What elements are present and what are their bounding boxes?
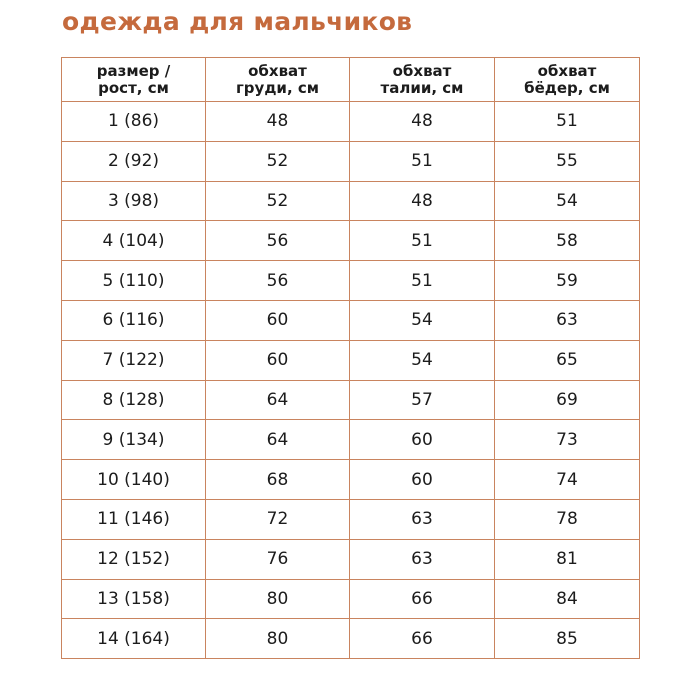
- cell-hips: 59: [495, 261, 640, 301]
- cell-size: 9 (134): [62, 420, 206, 460]
- table-row: [62, 539, 640, 579]
- table-row: [62, 300, 640, 340]
- cell-chest: 52: [206, 181, 350, 221]
- cell-hips: 85: [495, 619, 640, 659]
- cell-waist: 66: [350, 619, 495, 659]
- cell-hips: 73: [495, 420, 640, 460]
- cell-hips: 78: [495, 499, 640, 539]
- header-line: обхват: [537, 61, 597, 80]
- cell-size: 10 (140): [62, 460, 206, 500]
- cell-waist: 60: [350, 460, 495, 500]
- cell-chest: 68: [206, 460, 350, 500]
- header-line: талии, см: [380, 78, 464, 97]
- cell-size: 3 (98): [62, 181, 206, 221]
- cell-chest: 76: [206, 539, 350, 579]
- table-row: [62, 102, 640, 142]
- header-chest: [206, 58, 350, 102]
- cell-hips: 51: [495, 102, 640, 142]
- size-table: [61, 57, 640, 659]
- cell-hips: 54: [495, 181, 640, 221]
- cell-hips: 69: [495, 380, 640, 420]
- table-row: [62, 380, 640, 420]
- table-row: [62, 499, 640, 539]
- cell-waist: 51: [350, 221, 495, 261]
- header-line: обхват: [392, 61, 452, 80]
- cell-size: 14 (164): [62, 619, 206, 659]
- cell-chest: 56: [206, 221, 350, 261]
- cell-hips: 58: [495, 221, 640, 261]
- header-line: бёдер, см: [524, 78, 610, 97]
- table-row: [62, 619, 640, 659]
- table-row: [62, 579, 640, 619]
- cell-chest: 48: [206, 102, 350, 142]
- table-row: [62, 221, 640, 261]
- cell-waist: 60: [350, 420, 495, 460]
- header-line: груди, см: [235, 78, 320, 97]
- cell-waist: 54: [350, 340, 495, 380]
- cell-size: 2 (92): [62, 141, 206, 181]
- cell-size: 7 (122): [62, 340, 206, 380]
- cell-size: 8 (128): [62, 380, 206, 420]
- cell-chest: 52: [206, 141, 350, 181]
- cell-chest: 72: [206, 499, 350, 539]
- cell-waist: 66: [350, 579, 495, 619]
- cell-size: 6 (116): [62, 300, 206, 340]
- cell-chest: 60: [206, 300, 350, 340]
- cell-waist: 51: [350, 141, 495, 181]
- cell-waist: 51: [350, 261, 495, 301]
- cell-hips: 55: [495, 141, 640, 181]
- cell-waist: 48: [350, 181, 495, 221]
- cell-chest: 60: [206, 340, 350, 380]
- table-row: [62, 420, 640, 460]
- cell-chest: 80: [206, 619, 350, 659]
- cell-hips: 84: [495, 579, 640, 619]
- table-row: [62, 141, 640, 181]
- header-line: обхват: [248, 61, 307, 80]
- cell-size: 5 (110): [62, 261, 206, 301]
- cell-hips: 81: [495, 539, 640, 579]
- cell-size: 1 (86): [62, 102, 206, 142]
- table-row: [62, 181, 640, 221]
- header-size-height: [62, 58, 206, 102]
- cell-chest: 64: [206, 380, 350, 420]
- cell-waist: 48: [350, 102, 495, 142]
- cell-hips: 74: [495, 460, 640, 500]
- table-header-row: [62, 58, 640, 102]
- cell-size: 11 (146): [62, 499, 206, 539]
- header-line: размер /: [96, 61, 171, 80]
- page-title: одежда для мальчиков: [62, 7, 413, 36]
- cell-size: 4 (104): [62, 221, 206, 261]
- cell-waist: 57: [350, 380, 495, 420]
- cell-hips: 65: [495, 340, 640, 380]
- table-row: [62, 261, 640, 301]
- cell-waist: 54: [350, 300, 495, 340]
- header-waist: [350, 58, 495, 102]
- cell-waist: 63: [350, 539, 495, 579]
- cell-chest: 64: [206, 420, 350, 460]
- header-line: рост, см: [98, 78, 169, 97]
- cell-waist: 63: [350, 499, 495, 539]
- table-row: [62, 460, 640, 500]
- cell-chest: 56: [206, 261, 350, 301]
- cell-size: 13 (158): [62, 579, 206, 619]
- cell-hips: 63: [495, 300, 640, 340]
- cell-size: 12 (152): [62, 539, 206, 579]
- cell-chest: 80: [206, 579, 350, 619]
- table-row: [62, 340, 640, 380]
- header-hips: [495, 58, 640, 102]
